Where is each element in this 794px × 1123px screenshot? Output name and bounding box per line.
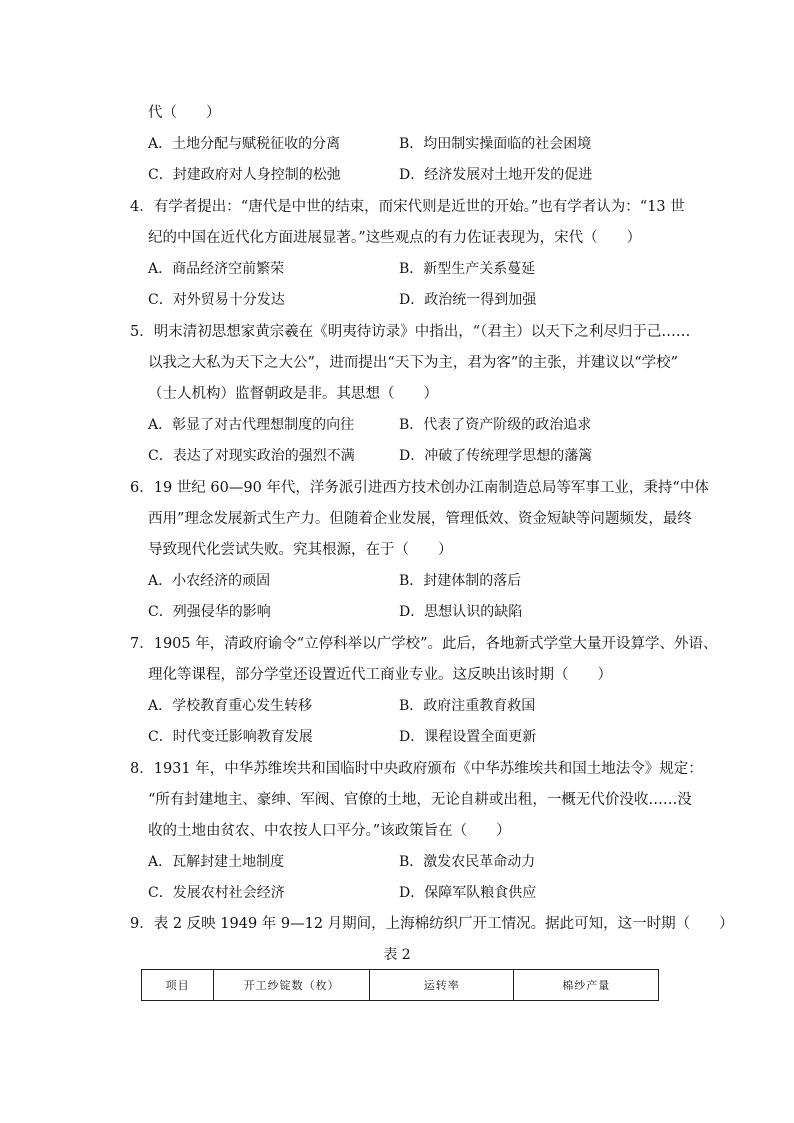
q8-option-a: A．瓦解封建土地制度 (148, 854, 285, 870)
q8-stem-line-2: “所有封建地主、豪绅、军阀、官僚的土地，无论自耕或出租，一概无代价没收……没 (148, 792, 692, 808)
q7-option-c: C．时代变迁影响教育发展 (148, 729, 313, 745)
table-header-cell: 棉纱产量 (514, 970, 659, 1001)
q5-option-c: C．表达了对现实政治的强烈不满 (148, 448, 355, 464)
q3-option-a: A．土地分配与赋税征收的分离 (148, 136, 341, 152)
q5-stem-line-3: （士人机构）监督朝政是非。其思想（ ） (148, 386, 438, 402)
q6-option-a: A．小农经济的顽固 (148, 573, 271, 589)
data-table (141, 969, 659, 1001)
table-header-row (142, 970, 659, 1001)
table-caption: 表 2 (383, 947, 411, 963)
q6-stem-line-3: 导致现代化尝试失败。究其根源，在于（ ） (148, 542, 453, 558)
q7-stem-line-2: 理化等课程，部分学堂还设置近代工商业专业。这反映出该时期（ ） (148, 667, 612, 683)
table-header-cell: 运转率 (369, 970, 514, 1001)
q4-option-a: A．商品经济空前繁荣 (148, 261, 285, 277)
q3-option-b: B．均田制实操面临的社会困境 (399, 136, 592, 152)
q5-option-a: A．彰显了对古代理想制度的向往 (148, 417, 355, 433)
q7-stem-line-1: 7．1905 年，清政府谕令“立停科举以广学校”。此后，各地新式学堂大量开设算学、外语、 (130, 636, 718, 652)
table-header-cell: 项目 (142, 970, 214, 1001)
q6-stem-line-1: 6．19 世纪 60—90 年代，洋务派引进西方技术创办江南制造总局等军事工业，秉持“中体 (130, 480, 709, 496)
q8-option-b: B．激发农民革命动力 (399, 854, 536, 870)
q7-option-a: A．学校教育重心发生转移 (148, 698, 313, 714)
q3-option-c: C．封建政府对人身控制的松弛 (148, 167, 341, 183)
q4-option-c: C．对外贸易十分发达 (148, 292, 285, 308)
q5-stem-line-1: 5．明末清初思想家黄宗羲在《明夷待访录》中指出，“（君主）以天下之利尽归于己…… (130, 324, 691, 340)
q6-option-c: C．列强侵华的影响 (148, 604, 271, 620)
table-header-cell: 开工纱锭数（枚） (214, 970, 370, 1001)
q6-option-b: B．封建体制的落后 (399, 573, 522, 589)
q5-option-b: B．代表了资产阶级的政治追求 (399, 417, 592, 433)
q6-stem-line-2: 西用”理念发展新式生产力。但随着企业发展，管理低效、资金短缺等问题频发，最终 (148, 511, 692, 527)
q4-stem-line-2: 纪的中国在近代化方面进展显著。”这些观点的有力佐证表现为，宋代（ ） (148, 230, 642, 246)
q9-stem-line-1: 9．表 2 反映 1949 年 9—12 月期间，上海棉纺织厂开工情况。据此可知，这一时期（ ） (130, 916, 734, 932)
q5-stem-line-2: 以我之大私为天下之大公”，进而提出“天下为主，君为客”的主张，并建议以“学校” (148, 355, 679, 371)
q4-option-d: D．政治统一得到加强 (399, 292, 537, 308)
q6-option-d: D．思想认识的缺陷 (399, 604, 523, 620)
q8-option-d: D．保障军队粮食供应 (399, 885, 537, 901)
q8-stem-line-1: 8．1931 年，中华苏维埃共和国临时中央政府颁布《中华苏维埃共和国土地法令》规定： (130, 761, 703, 777)
q7-option-d: D．课程设置全面更新 (399, 729, 537, 745)
q7-option-b: B．政府注重教育救国 (399, 698, 536, 714)
q4-stem-line-1: 4．有学者提出：“唐代是中世的结束，而宋代则是近世的开始。”也有学者认为：“13 世 (130, 199, 685, 215)
q8-option-c: C．发展农村社会经济 (148, 885, 285, 901)
q3-stem-continuation: 代（ ） (148, 105, 221, 121)
q8-stem-line-3: 收的土地由贫农、中农按人口平分。”该政策旨在（ ） (148, 823, 511, 839)
q5-option-d: D．冲破了传统理学思想的藩篱 (399, 448, 593, 464)
q3-option-d: D．经济发展对土地开发的促进 (399, 167, 593, 183)
q4-option-b: B．新型生产关系蔓延 (399, 261, 536, 277)
